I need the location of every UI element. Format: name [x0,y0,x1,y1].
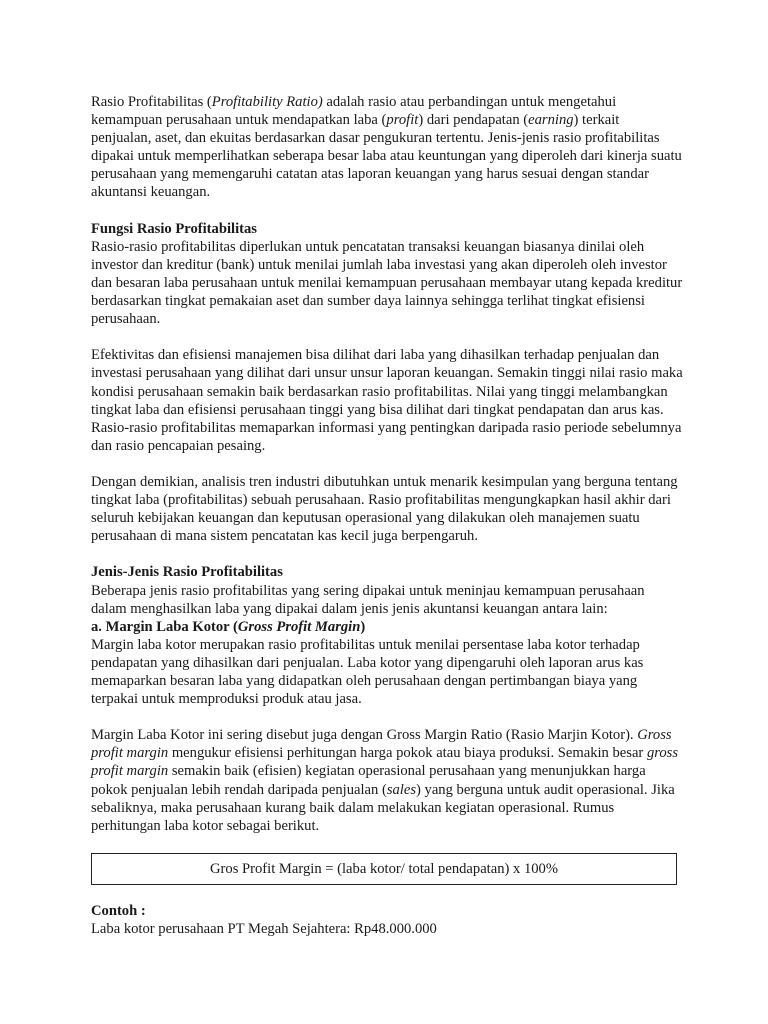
jenis-paragraph-2: Margin laba kotor merupakan rasio profitabilitas untuk menilai persentase laba kotor terhadap pendapatan yang dihasilkan dari penjualan. Laba kotor yang dipengaruhi oleh laporan arus kas memaparkan besaran laba yang didapatkan oleh perusahaan dengan pertimbangan biaya yang terpakai untuk memproduksi produk atau jasa. [91,636,644,708]
paragraph-text: Margin Laba Kotor ini sering disebut juga dengan Gross Margin Ratio (Rasio Marjin Kotor). [91,727,638,744]
formula-text: Gros Profit Margin = (laba kotor/ total pendapatan) x 100% [210,860,558,877]
paragraph-term-italic: Gross profit margin [91,727,672,762]
intro-term-italic: earning [528,112,574,129]
intro-term-italic: profit [386,112,419,129]
paragraph-text: ) yang berguna untuk audit operasional. Jika sebaliknya, maka perusahaan kurang baik dalam melakukan kegiatan operasional. Rumus perhitungan laba kotor sebagai berikut. [91,781,675,834]
section-heading-fungsi: Fungsi Rasio Profitabilitas [91,220,257,237]
intro-text: ) dari pendapatan ( [418,112,529,129]
paragraph-text: mengukur efisiensi perhitungan harga pokok atau biaya produksi. Semakin besar [168,745,647,762]
jenis-paragraph-1: Beberapa jenis rasio profitabilitas yang sering dipakai untuk meninjau kemampuan perusahaan dalam menghasilkan laba yang dipakai dalam jenis jenis akuntansi keuangan antara lain: [91,582,645,617]
intro-text: ) terkait penjualan, aset, dan ekuitas berdasarkan dasar pengukuran tertentu. Jenis-jenis rasio profitabilitas dipakai untuk memperlihatkan seberapa besar laba atau keuntungan yang diperoleh dari kinerja suatu perusahaan yang memengaruhi catatan atas laporan keuangan yang harus sesuai dengan standar akuntansi keuangan. [91,112,682,201]
jenis-paragraph-3 [91,726,683,835]
intro-text: adalah rasio atau perbandingan untuk mengetahui kemampuan perusahaan untuk mendapatkan laba ( [91,94,617,129]
intro-paragraph [91,93,683,202]
fungsi-paragraph-2: Efektivitas dan efisiensi manajemen bisa dilihat dari laba yang dihasilkan terhadap penjualan dan investasi perusahaan yang dilihat dari unsur unsur laporan keuangan. Semakin tinggi nilai rasio maka kondisi perusahaan semakin baik berdasarkan rasio profitabilitas. Nilai yang tinggi melambangkan tingkat laba dan efisiensi perusahaan tinggi yang bisa dilihat dari tingkat pendapatan dan arus kas. Rasio-rasio profitabilitas memaparkan informasi yang pentingkan daripada rasio periode sebelumnya dan rasio pencapaian pesaing. [91,347,683,454]
intro-term-italic: Profitability Ratio) [211,94,323,110]
document-page [91,93,683,938]
paragraph-term-italic: gross profit margin [91,745,679,780]
subheading-margin-laba-kotor [91,618,683,636]
formula-box [91,853,677,885]
subheading-term-italic: Gross Profit Margin [237,618,361,635]
fungsi-paragraph-3: Dengan demikian, analisis tren industri dibutuhkan untuk menarik kesimpulan yang berguna tentang tingkat laba (profitabilitas) sebuah perusahaan. Rasio profitabilitas mengungkapkan hasil akhir dari seluruh kebijakan keuangan dan keputusan operasional yang dilakukan oleh manajemen suatu perusahaan di mana sistem pencatatan kas kecil juga berpengaruh. [91,473,678,545]
subheading-text: a. Margin Laba Kotor ( [91,618,238,635]
intro-text: Rasio Profitabilitas ( [91,94,212,110]
fungsi-paragraph-1: Rasio-rasio profitabilitas diperlukan untuk pencatatan transaksi keuangan biasanya dinilai oleh investor dan kreditur (bank) untuk menilai jumlah laba investasi yang akan diperoleh oleh investor dan besaran laba perusahaan untuk menilai kemampuan perusahaan membayar utang kepada kreditur berdasarkan tingkat pemakaian aset dan sumber daya lainnya sehingga terlihat tingkat efisiensi perusahaan. [91,238,683,328]
section-heading-jenis: Jenis-Jenis Rasio Profitabilitas [91,564,283,581]
subheading-text: ) [360,618,366,635]
section-heading-contoh: Contoh : [91,902,146,919]
contoh-line-1: Laba kotor perusahaan PT Megah Sejahtera: Rp48.000.000 [91,920,437,937]
paragraph-term-italic: sales [386,781,417,798]
paragraph-text: semakin baik (efisien) kegiatan operasional perusahaan yang menunjukkan harga pokok penjualan lebih rendah daripada penjualan ( [91,763,646,798]
